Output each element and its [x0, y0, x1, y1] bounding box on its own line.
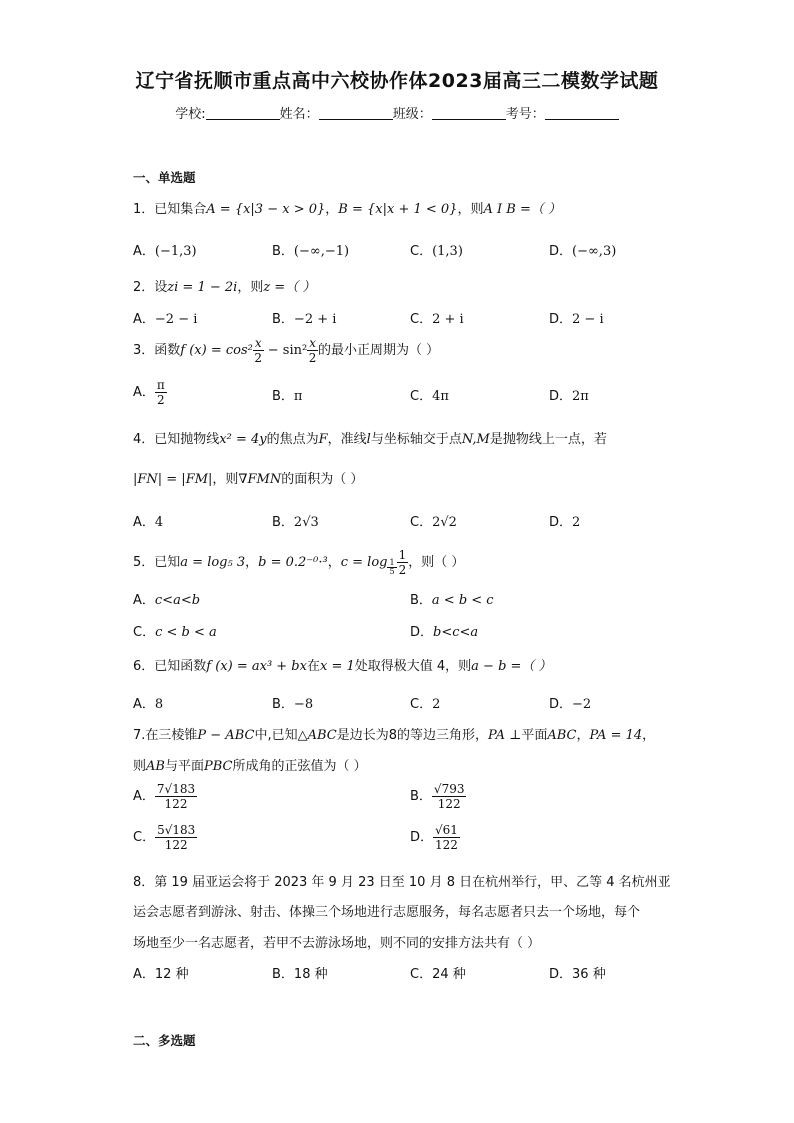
section-multiple-choice: 二、多选题	[133, 1033, 196, 1048]
q4-option-a[interactable]: A．4	[133, 515, 164, 530]
question-2: 2．设zi = 1 − 2i，则z =（ ）	[133, 280, 316, 295]
q7-option-d[interactable]: D． $\frac{√61}{122}$	[410, 823, 458, 852]
q8-option-d[interactable]: D．36 种	[549, 967, 606, 982]
question-4-line-2: |FN| = |FM|，则∇FMN的面积为（ ）	[133, 472, 364, 487]
q4-option-c[interactable]: C．2√2	[410, 515, 457, 530]
set-b: B = {x|x + 1 < 0}	[338, 202, 458, 217]
class-label: 班级：	[392, 107, 432, 122]
question-1: 1．已知集合A = {x|3 − x > 0}，B = {x|x + 1 < 0}，则A I B =（ ）	[133, 202, 561, 217]
question-8-line-3: 场地至少一名志愿者，若甲不去游泳场地，则不同的安排方法共有（ ）	[133, 936, 541, 951]
q4-option-d[interactable]: D．2	[549, 515, 581, 530]
q6-option-b[interactable]: B．−8	[272, 697, 314, 712]
class-blank[interactable]	[432, 107, 506, 120]
question-3: 3．函数f (x) = cos² $\frac{x}{2}$ − sin² $\frac{x}{2}$ 的最小正周期为（ ）	[133, 336, 440, 365]
q7-option-b[interactable]: B． $\frac{√793}{122}$	[410, 782, 465, 811]
q6-option-a[interactable]: A．8	[133, 697, 164, 712]
question-7-line-1: 7.在三棱锥P − ABC中,已知△ABC是边长为8的等边三角形，PA ⊥平面ABC，PA = 14，	[133, 728, 656, 743]
q1-option-d[interactable]: D．(−∞,3)	[549, 244, 617, 259]
question-8-line-2: 运会志愿者到游泳、射击、体操三个场地进行志愿服务，每名志愿者只去一个场地，每个	[133, 905, 641, 920]
q2-option-d[interactable]: D．2 − i	[549, 312, 604, 327]
question-4-line-1: 4．已知抛物线x² = 4y的焦点为F，准线l与坐标轴交于点N,M是抛物线上一点，若	[133, 432, 607, 447]
question-5: 5．已知a = log₅ 3，b = 0.2⁻⁰·³，c = log $\frac{1}{5}$ $\frac{1}{2}$ ，则（ ）	[133, 548, 465, 577]
q5-option-b[interactable]: B．a < b < c	[410, 593, 494, 608]
section-single-choice: 一、单选题	[133, 170, 196, 185]
q3-option-a[interactable]: A． $\frac{\pi}{2}$	[133, 378, 165, 407]
q1-option-a[interactable]: A．(−1,3)	[133, 244, 197, 259]
name-blank[interactable]	[319, 107, 393, 120]
exam-title: 辽宁省抚顺市重点高中六校协作体2023届高三二模数学试题	[135, 70, 659, 92]
school-blank[interactable]	[206, 107, 280, 120]
q3-option-b[interactable]: B．π	[272, 389, 303, 404]
q2-option-a[interactable]: A．−2 − i	[133, 312, 198, 327]
set-a: A = {x|3 − x > 0}	[206, 202, 326, 217]
exam-no-label: 考号：	[505, 107, 545, 122]
q1-option-b[interactable]: B．(−∞,−1)	[272, 244, 350, 259]
q3-option-c[interactable]: C．4π	[410, 389, 449, 404]
q6-option-c[interactable]: C．2	[410, 697, 441, 712]
q5-option-d[interactable]: D．b<c<a	[410, 625, 479, 640]
name-label: 姓名：	[279, 107, 319, 122]
question-6: 6．已知函数f (x) = ax³ + bx在x = 1处取得极大值 4，则a − b =（ ）	[133, 659, 552, 674]
q2-option-c[interactable]: C．2 + i	[410, 312, 464, 327]
q4-option-b[interactable]: B．2√3	[272, 515, 319, 530]
q3-option-d[interactable]: D．2π	[549, 389, 589, 404]
question-7-line-2: 则AB与平面PBC所成角的正弦值为（ ）	[133, 759, 367, 774]
question-8-line-1: 8．第 19 届亚运会将于 2023 年 9 月 23 日至 10 月 8 日在杭州举行，甲、乙等 4 名杭州亚	[133, 875, 671, 890]
q7-option-c[interactable]: C． $\frac{5√183}{122}$	[133, 823, 196, 852]
q8-option-c[interactable]: C．24 种	[410, 967, 466, 982]
q8-option-a[interactable]: A．12 种	[133, 967, 189, 982]
q5-option-a[interactable]: A．c<a<b	[133, 593, 201, 608]
school-label: 学校:	[175, 107, 206, 122]
student-info-line	[0, 103, 794, 122]
q5-option-c[interactable]: C．c < b < a	[133, 625, 217, 640]
exam-no-blank[interactable]	[545, 107, 619, 120]
q6-option-d[interactable]: D．−2	[549, 697, 592, 712]
q2-option-b[interactable]: B．−2 + i	[272, 312, 337, 327]
q8-option-b[interactable]: B．18 种	[272, 967, 328, 982]
q1-option-c[interactable]: C．(1,3)	[410, 244, 463, 259]
q7-option-a[interactable]: A． $\frac{7√183}{122}$	[133, 782, 196, 811]
